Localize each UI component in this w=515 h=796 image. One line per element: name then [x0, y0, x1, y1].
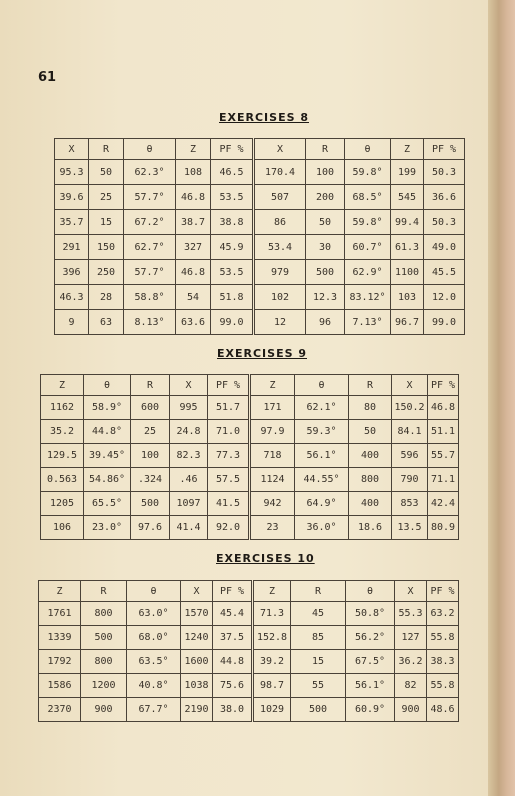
table-cell: 150	[89, 235, 124, 260]
table-cell: 2190	[181, 698, 213, 722]
page-number: 61	[38, 70, 57, 85]
table-cell: 55.8	[427, 626, 459, 650]
table-cell: 500	[81, 626, 127, 650]
column-header: R	[306, 139, 345, 160]
table-cell: .324	[131, 468, 170, 492]
column-header: PF %	[213, 581, 253, 602]
column-header: X	[395, 581, 427, 602]
table-cell: 100	[306, 160, 345, 185]
table-cell: 55.7	[428, 444, 459, 468]
table-cell: 36.2	[395, 650, 427, 674]
column-header: X	[181, 581, 213, 602]
table-cell: 50.3	[424, 210, 465, 235]
table-header-row	[39, 581, 459, 602]
table-cell: 71.3	[253, 602, 291, 626]
table-cell: 45.5	[424, 260, 465, 285]
table-header-row	[41, 375, 459, 396]
column-header: R	[349, 375, 392, 396]
table-cell: 59.8°	[345, 160, 391, 185]
section-title-exercises-10: EXERCISES 10	[216, 552, 315, 565]
table-cell: 1200	[81, 674, 127, 698]
table-cell: 49.0	[424, 235, 465, 260]
exercises-9-table	[40, 374, 459, 540]
table-cell: 900	[395, 698, 427, 722]
table-cell: 2370	[39, 698, 81, 722]
table-cell: 171	[250, 396, 295, 420]
table-cell: 41.4	[170, 516, 208, 540]
table-cell: 8.13°	[124, 310, 176, 335]
table-cell: 1162	[41, 396, 84, 420]
table-row	[41, 420, 459, 444]
table-cell: 23	[250, 516, 295, 540]
table-cell: 63.0°	[127, 602, 181, 626]
table-cell: 108	[176, 160, 211, 185]
column-header: θ	[124, 139, 176, 160]
table-cell: 83.12°	[345, 285, 391, 310]
table-row	[41, 492, 459, 516]
table-cell: 46.8	[176, 185, 211, 210]
table-cell: 99.4	[391, 210, 424, 235]
table-cell: 58.9°	[84, 396, 131, 420]
table-cell: 50.3	[424, 160, 465, 185]
table-cell: 62.1°	[295, 396, 349, 420]
table-cell: 85	[291, 626, 346, 650]
table-cell: 150.2	[392, 396, 428, 420]
column-header: R	[131, 375, 170, 396]
table-cell: 84.1	[392, 420, 428, 444]
table-cell: 1038	[181, 674, 213, 698]
table-cell: 60.7°	[345, 235, 391, 260]
table-cell: 545	[391, 185, 424, 210]
table-cell: 995	[170, 396, 208, 420]
table-cell: 127	[395, 626, 427, 650]
table-cell: 63.5°	[127, 650, 181, 674]
table-cell: 42.4	[428, 492, 459, 516]
table-cell: 51.7	[208, 396, 250, 420]
table-row	[41, 444, 459, 468]
table-row	[39, 674, 459, 698]
table-cell: 67.2°	[124, 210, 176, 235]
table-cell: 100	[131, 444, 170, 468]
table-cell: 500	[291, 698, 346, 722]
table-cell: 71.0	[208, 420, 250, 444]
table-cell: 1124	[250, 468, 295, 492]
table-row	[55, 310, 465, 335]
table-cell: 54	[176, 285, 211, 310]
table-cell: 35.2	[41, 420, 84, 444]
table-cell: 23.0°	[84, 516, 131, 540]
table-cell: 36.6	[424, 185, 465, 210]
table-cell: 36.0°	[295, 516, 349, 540]
column-header: PF %	[208, 375, 250, 396]
table-row	[55, 185, 465, 210]
table-cell: 46.5	[211, 160, 254, 185]
table-cell: 59.3°	[295, 420, 349, 444]
table-cell: 853	[392, 492, 428, 516]
column-header: Z	[39, 581, 81, 602]
table-cell: 97.6	[131, 516, 170, 540]
table-cell: 7.13°	[345, 310, 391, 335]
column-header: X	[254, 139, 306, 160]
table-cell: 58.8°	[124, 285, 176, 310]
table-cell: 59.8°	[345, 210, 391, 235]
table-cell: 46.8	[428, 396, 459, 420]
table-cell: 92.0	[208, 516, 250, 540]
table-cell: 62.7°	[124, 235, 176, 260]
table-cell: 53.5	[211, 185, 254, 210]
exercises-8-table	[54, 138, 465, 335]
table-cell: 63.2	[427, 602, 459, 626]
column-header: X	[392, 375, 428, 396]
column-header: PF %	[428, 375, 459, 396]
table-cell: 9	[55, 310, 89, 335]
table-cell: 800	[81, 650, 127, 674]
column-header: Z	[250, 375, 295, 396]
column-header: X	[170, 375, 208, 396]
table-cell: 24.8	[170, 420, 208, 444]
table-cell: 48.6	[427, 698, 459, 722]
table-cell: 41.5	[208, 492, 250, 516]
table-cell: 38.0	[213, 698, 253, 722]
table-cell: 718	[250, 444, 295, 468]
table-cell: 46.8	[176, 260, 211, 285]
column-header: PF %	[424, 139, 465, 160]
column-header: Z	[391, 139, 424, 160]
table-cell: 37.5	[213, 626, 253, 650]
table-cell: 1600	[181, 650, 213, 674]
table-cell: 55	[291, 674, 346, 698]
table-cell: 15	[291, 650, 346, 674]
table-cell: 200	[306, 185, 345, 210]
table-cell: 71.1	[428, 468, 459, 492]
table-cell: 1586	[39, 674, 81, 698]
column-header: θ	[295, 375, 349, 396]
table-cell: 507	[254, 185, 306, 210]
table-cell: 51.8	[211, 285, 254, 310]
column-header: R	[81, 581, 127, 602]
table-cell: 77.3	[208, 444, 250, 468]
table-cell: 57.7°	[124, 185, 176, 210]
table-cell: 56.1°	[346, 674, 395, 698]
table-cell: 51.1	[428, 420, 459, 444]
table-cell: 64.9°	[295, 492, 349, 516]
table-cell: 500	[131, 492, 170, 516]
table-cell: 28	[89, 285, 124, 310]
table-header-row	[55, 139, 465, 160]
table-cell: 96	[306, 310, 345, 335]
table-cell: 327	[176, 235, 211, 260]
table-cell: 25	[89, 185, 124, 210]
table-cell: 39.45°	[84, 444, 131, 468]
table-cell: 75.6	[213, 674, 253, 698]
table-cell: 106	[41, 516, 84, 540]
table-cell: 57.5	[208, 468, 250, 492]
table-cell: 50.8°	[346, 602, 395, 626]
table-cell: 1029	[253, 698, 291, 722]
table-cell: 68.0°	[127, 626, 181, 650]
table-cell: 25	[131, 420, 170, 444]
column-header: X	[55, 139, 89, 160]
table-cell: 1205	[41, 492, 84, 516]
table-cell: 12.0	[424, 285, 465, 310]
table-cell: 56.2°	[346, 626, 395, 650]
table-row	[39, 602, 459, 626]
table-cell: 250	[89, 260, 124, 285]
table-cell: 97.9	[250, 420, 295, 444]
table-cell: .46	[170, 468, 208, 492]
table-cell: 95.3	[55, 160, 89, 185]
table-cell: 99.0	[424, 310, 465, 335]
table-cell: 80	[349, 396, 392, 420]
table-cell: 50	[306, 210, 345, 235]
table-cell: 800	[349, 468, 392, 492]
table-cell: 38.8	[211, 210, 254, 235]
table-cell: 400	[349, 492, 392, 516]
table-row	[39, 626, 459, 650]
table-cell: 400	[349, 444, 392, 468]
column-header: θ	[84, 375, 131, 396]
table-cell: 63.6	[176, 310, 211, 335]
table-cell: 1761	[39, 602, 81, 626]
table-cell: 13.5	[392, 516, 428, 540]
table-cell: 44.8°	[84, 420, 131, 444]
table-cell: 35.7	[55, 210, 89, 235]
table-cell: 800	[81, 602, 127, 626]
column-header: R	[291, 581, 346, 602]
table-row	[55, 285, 465, 310]
table-cell: 1097	[170, 492, 208, 516]
table-cell: 0.563	[41, 468, 84, 492]
table-cell: 40.8°	[127, 674, 181, 698]
table-cell: 62.9°	[345, 260, 391, 285]
table-row	[55, 260, 465, 285]
table-cell: 39.6	[55, 185, 89, 210]
table-cell: 38.7	[176, 210, 211, 235]
table-cell: 67.5°	[346, 650, 395, 674]
table-cell: 790	[392, 468, 428, 492]
table-cell: 44.55°	[295, 468, 349, 492]
book-spine	[488, 0, 515, 796]
table-cell: 53.5	[211, 260, 254, 285]
column-header: PF %	[211, 139, 254, 160]
table-cell: 600	[131, 396, 170, 420]
table-cell: 38.3	[427, 650, 459, 674]
table-row	[41, 516, 459, 540]
column-header: θ	[127, 581, 181, 602]
column-header: Z	[41, 375, 84, 396]
table-row	[41, 468, 459, 492]
table-cell: 979	[254, 260, 306, 285]
table-cell: 1792	[39, 650, 81, 674]
column-header: θ	[346, 581, 395, 602]
table-cell: 56.1°	[295, 444, 349, 468]
table-cell: 900	[81, 698, 127, 722]
column-header: R	[89, 139, 124, 160]
table-cell: 12.3	[306, 285, 345, 310]
column-header: Z	[253, 581, 291, 602]
table-cell: 96.7	[391, 310, 424, 335]
table-cell: 170.4	[254, 160, 306, 185]
table-cell: 50	[89, 160, 124, 185]
table-cell: 82.3	[170, 444, 208, 468]
column-header: Z	[176, 139, 211, 160]
table-cell: 15	[89, 210, 124, 235]
table-row	[55, 235, 465, 260]
column-header: θ	[345, 139, 391, 160]
exercises-10-table	[38, 580, 459, 722]
table-cell: 80.9	[428, 516, 459, 540]
table-cell: 50	[349, 420, 392, 444]
table-row	[41, 396, 459, 420]
table-cell: 65.5°	[84, 492, 131, 516]
table-cell: 103	[391, 285, 424, 310]
table-cell: 44.8	[213, 650, 253, 674]
table-cell: 61.3	[391, 235, 424, 260]
table-cell: 18.6	[349, 516, 392, 540]
table-cell: 1570	[181, 602, 213, 626]
table-cell: 396	[55, 260, 89, 285]
section-title-exercises-8: EXERCISES 8	[219, 111, 309, 124]
table-cell: 942	[250, 492, 295, 516]
table-cell: 45	[291, 602, 346, 626]
table-cell: 102	[254, 285, 306, 310]
table-row	[55, 210, 465, 235]
table-cell: 82	[395, 674, 427, 698]
table-cell: 1339	[39, 626, 81, 650]
table-cell: 57.7°	[124, 260, 176, 285]
table-cell: 46.3	[55, 285, 89, 310]
table-cell: 63	[89, 310, 124, 335]
section-title-exercises-9: EXERCISES 9	[217, 347, 307, 360]
table-cell: 60.9°	[346, 698, 395, 722]
table-cell: 1240	[181, 626, 213, 650]
table-cell: 98.7	[253, 674, 291, 698]
table-cell: 55.3	[395, 602, 427, 626]
column-header: PF %	[427, 581, 459, 602]
table-cell: 53.4	[254, 235, 306, 260]
table-cell: 62.3°	[124, 160, 176, 185]
table-cell: 45.9	[211, 235, 254, 260]
table-cell: 39.2	[253, 650, 291, 674]
table-cell: 30	[306, 235, 345, 260]
table-cell: 500	[306, 260, 345, 285]
table-cell: 1100	[391, 260, 424, 285]
table-cell: 99.0	[211, 310, 254, 335]
table-cell: 68.5°	[345, 185, 391, 210]
table-cell: 12	[254, 310, 306, 335]
table-cell: 86	[254, 210, 306, 235]
table-cell: 291	[55, 235, 89, 260]
table-row	[39, 650, 459, 674]
table-cell: 152.8	[253, 626, 291, 650]
table-cell: 54.86°	[84, 468, 131, 492]
table-cell: 129.5	[41, 444, 84, 468]
table-row	[39, 698, 459, 722]
table-cell: 199	[391, 160, 424, 185]
table-cell: 67.7°	[127, 698, 181, 722]
table-cell: 55.8	[427, 674, 459, 698]
table-row	[55, 160, 465, 185]
table-cell: 596	[392, 444, 428, 468]
table-cell: 45.4	[213, 602, 253, 626]
